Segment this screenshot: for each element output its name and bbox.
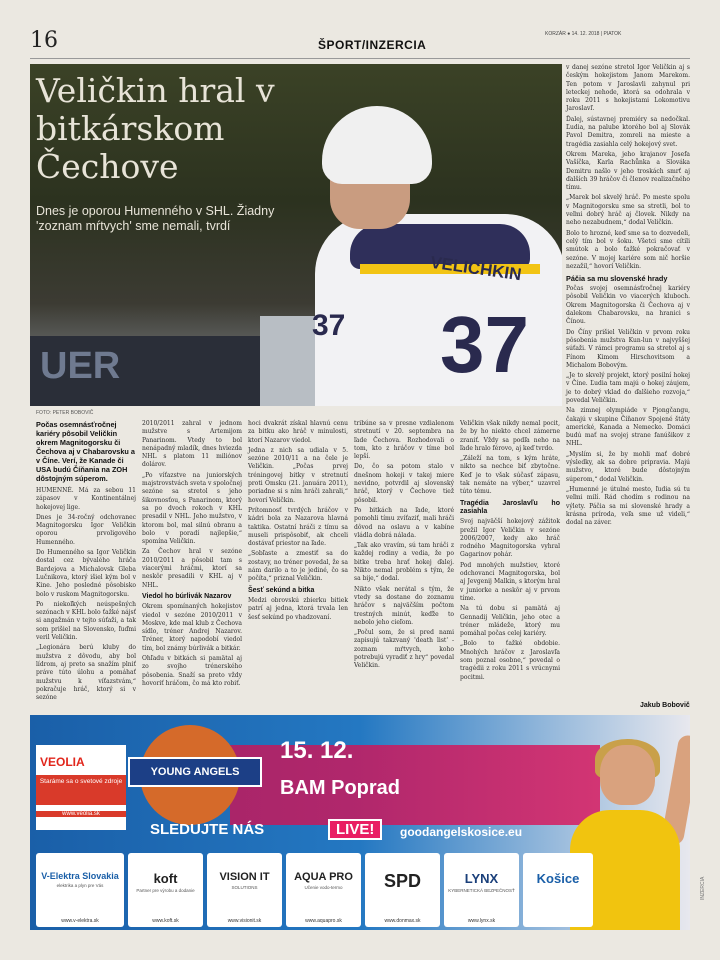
paragraph: Nikto však nerátal s tým, že vtedy sa dostane do zoznamu hráčov s najväčším počtom trestných minút, keďže to nebolo jeho cieľom. [354, 585, 454, 626]
paragraph: hoci dvakrát získal hlavnú cenu za bitku ako hráč v minulosti, ktorí Nazarov viedol. [248, 420, 348, 444]
jersey-number-back: 37 [440, 300, 529, 389]
paragraph: Prítomnosť tvrdých hráčov v kádri bola za Nazarova hlavná taktika. Ostatní hráči z tímu sa museli prispôsobiť, ak chceli dostávať priestor na ľade. [248, 506, 348, 548]
sponsor-logo: V-Elektra Slovakia elektrika a plyn pre Vás www.v-elektra.sk [36, 853, 124, 927]
paragraph: Po niekoľkých neúspešných sezónach v KHL bolo ťažké nájsť si angažmán v tejto súťaži, a tak som prišiel na Slovensko, ľuďmi veril Veličkin. [36, 600, 136, 642]
advertisement [30, 715, 690, 930]
paragraph: „Záleží na tom, s kým hráte, nikto sa nechce biť zbytočne. Keď je to však súčasť zápasu, tak nemáte na výber,“ uzavrel túto tému. [460, 455, 560, 496]
article-column-right [566, 64, 690, 529]
paragraph: Okrem spomínaných hokejistov viedol v sezóne 2010/2011 v Moskve, kde mal klub z Čechova sídlo, tréner Andrej Nazarov. Tréner, ktorý napodobí viedol tím, bol známy búrlivák a bitkár. [142, 603, 242, 652]
sponsor-logo: AQUA PRO Učenie vodo-termo www.aquapro.sk [286, 853, 361, 927]
paragraph: Do Číny prišiel Veličkin v prvom roku pôsobenia mužstva Kun-lun v najvyššej súťaži. V rámci programu sa stretol aj s Fínom Kimom Hirschovitsom a Michalom Bobovým. [566, 328, 690, 369]
paragraph: „Po víťazstve na juniorských majstrovstvách sveta v spoločnej sezóne sa stretol s jeho šikovnosťou, s Panarinom, ktorý sa po dvoch rokoch v KHL presadil v NHL. Jeho mužstvo, v ktorom bol, mal silnú obranu a bolo v poradí najlepšie,“ spomína Veličkin. [142, 471, 242, 546]
subheading: Páčia sa mu slovenské hrady [566, 274, 668, 284]
paragraph: Ohľadu v bitkách si pamätal aj zo svojho trénerského pôsobenia. Snaží sa preto vždy hovoriť hráčom, čo má kto robiť. [142, 655, 242, 687]
article-column-4 [354, 420, 454, 673]
paragraph: Dnes je 34-ročný odchovanec Magnitogorsku Igor Veličkin oporou prvoligového Humenného. [36, 513, 136, 546]
paragraph: Jedna z nich sa udiala v 5. sezóne 2010/11 a na čele je Veličkin. „Počas prvej tréningovej bitky v stretnutí proti Omsku (21. januára 2011), poriadne si s ním hráči zahrali,“ hovorí Veličkin. [248, 446, 348, 504]
paragraph: „Tak ako vravím, sú tam hráči z každej rodiny a vedia, že po bitke treba hrať hokej ďalej. Nikto nemal problém s tým, že sa bije,“ dodal. [354, 542, 454, 583]
follow-text: SLEDUJTE NÁS [150, 821, 265, 838]
paragraph: „Sobľaste a zmestiť sa do zostavy, no tréner povedal, že sa nám darilo a to je jediné, čo sa počíta,“ priznal Veličkin. [248, 550, 348, 583]
paragraph: Na tú dobu si pamätá aj Gennadij Veličkin, jeho otec a tréner mládeže, ktorý mu pomáhal počas celej kariéry. [460, 605, 560, 638]
veolia-tagline: Staráme sa o svetové zdroje [36, 775, 126, 805]
subheading: Viedol ho búrlivák Nazarov [142, 592, 232, 600]
paragraph: Pod mnohých mužstiev, ktoré odchovanci Magnitogorska, bol aj Jevgenij Malkin, s ktorým hral v juniorke a neskôr aj v prvom tíme. [460, 561, 560, 602]
team-logo: YOUNG ANGELS [128, 757, 262, 787]
paragraph: Veličkin však nikdy nemal pocit, že by ho niekto chcel zámerne zraniť. Vždy sa podľa neho na ľade hralo férovo, aj keď tvrdo. [460, 420, 560, 452]
sponsor-logo: LYNX KYBERNETICKÁ BEZPEČNOSŤ www.lynx.sk [444, 853, 519, 927]
veolia-logo: VEOLIA [40, 755, 85, 769]
article-column-5 [460, 420, 560, 684]
subheadline: Dnes je oporou Humenného v SHL. Žiadny 'zoznam mŕtvych' sme nemali, tvrdí [36, 204, 275, 233]
header-rule [30, 58, 690, 59]
jersey-name: VELICHKIN [429, 252, 523, 285]
article-column-1 [36, 420, 136, 704]
headline: Veličkin hral v bitkárskom Čechove [36, 71, 275, 186]
paragraph: Do Humenného sa Igor Veličkin dostal cez bývalého hráča Bardejova a Michalovsk Gleba Lučnikova, ktorý išiel kým bol v Kine. Jeho posledné pôsobisko bolo v ruskom Magnitogorsku. [36, 549, 136, 598]
team-website: goodangelskosice.eu [400, 825, 523, 839]
article-column-2 [142, 420, 242, 690]
hockey-photo [30, 64, 562, 406]
photo-credit: FOTO: PETER BOBOVIČ [36, 410, 94, 416]
paragraph: HUMENNÉ. Má za sebou 11 zápasov v Kontinentálnej hokejovej lige. [36, 487, 136, 511]
subheading: Tragédia Jaroslavľu ho zasiahla [460, 499, 560, 515]
paragraph: Po bitkách na ľade, ktoré pomohli tímu zvíťaziť, mali hráči dôvod na oslavu a v kabíne vládla dobrá nálada. [354, 506, 454, 539]
section-title: ŠPORT/INZERCIA [318, 38, 427, 52]
jersey-number-sleeve: 37 [312, 309, 346, 342]
paragraph: v danej sezóne stretol Igor Veličkin aj s českým hokejistom Janom Marekom. Ten potom v Jaroslavli zahynul pri leteckej nehode, ktorá sa odohrala v roku 2011 s hokejistami Lokomotivu Jaroslavľ. [566, 64, 690, 113]
ad-board-text: UER [40, 345, 121, 387]
paragraph: „Je to skvelý projekt, ktorý posilní hokej v Číne. Ľudia tam majú o hokej záujem, je to dobrý vklad do ďalšieho rozvoja,“ povedal Veličkin. [566, 372, 690, 404]
athlete-face [600, 745, 655, 805]
paragraph: tribúne sa v presne vzdialenom stretnutí v 20. septembra na ľade Čechova. Rozhodovali o tom, kto z hráčov v tíme bol lepší. [354, 420, 454, 461]
dateline: KORZÁR ● 14. 12. 2018 | PIATOK [545, 31, 622, 37]
paragraph: Medzi obrovskú zbierku bitiek patrí aj jedna, ktorá trvala len šesť sekúnd po vhadzovaní. [248, 596, 348, 621]
page-number: 16 [30, 28, 58, 53]
paragraph: „Bolo to ťažké obdobie. Mnohých hráčov z Jaroslavľa som poznal osobne,“ povedal o tragédii z roku 2011 s vrúcnymi pocitmi. [460, 640, 560, 681]
article-column-3 [248, 420, 348, 624]
sponsor-logo: Košice [523, 853, 593, 927]
paragraph: „Počul som, že si pred nami zapisujú takzvaný 'death list' - zoznam mŕtvych, koho potrebujú vyradiť z hry“ povedal Veličkin. [354, 629, 454, 670]
paragraph: Svoj najväčší hokejový zážitok prežil Igor Veličkin v sezóne 2006/2007, kedy ako hráč rodného Magnitogorska vyhral Gagarinov pohár. [460, 518, 560, 559]
lead-paragraph: Počas osemnásťročnej kariéry pôsobil Veličkin okrem Magnitogorsku či Čechova aj v Chabarovsku a v Číne. Verí, že Kanade či USA budú Číňania na ZOH dôstojným súperom. [36, 420, 135, 483]
paragraph: „Myslím si, že by mohli mať dobré výsledky, ak sa dobre pripravia. Majú mužstvo, ktoré bude dôstojným súperom,“ dodal Veličkin. [566, 450, 690, 483]
paragraph: „Humenné je útulné mesto, ľudia sú tu veľmi milí. Rád chodím s rodinou na výlety. Páčia sa mi slovenské hrady a krásna príroda, veľa sme už videli,“ dodal na záver. [566, 485, 690, 527]
sponsor-logo: SPD www.donmax.sk [365, 853, 440, 927]
veolia-url: www.veolia.sk [36, 811, 126, 817]
paragraph: Ďalej, sústavnej premiéry sa nedočkal. Ľudia, na palube ktorého bol aj Slovák Pavol Demitra, zomreli na mieste a tragédia zasiahla celý hokejový svet. [566, 115, 690, 148]
paragraph: „Marek bol skvelý hráč. Po meste spolu v Magnitogorsku sme sa stretli, bol to veľmi dobrý hráč aj človek. Nikdy na neho nezabudnem,“ dodal Veličkin. [566, 194, 690, 227]
paragraph: Do, čo sa potom stalo v dnešnom hokeji v takej miere nevidno, potvrdil aj slovenský hráč, ktorý v Čechove tiež pôsobil. [354, 463, 454, 504]
paragraph: Okrem Mareka, jeho krajanov Josefa Vašíčka, Karla Rachůnka a Slováka Demitru našlo v jeho troskách smrť aj ďalších 39 hráčov či členov realizačného tímu. [566, 150, 690, 192]
veolia-ad [36, 745, 126, 830]
paragraph: Počas svojej osemnásťročnej kariéry pôsobil Veličkin vo viacerých kluboch. Okrem Magnitogorska či Čechova aj v dalekom Chabarovsku, na hranici s Čínou. [566, 285, 690, 326]
paragraph: 2010/2011 zahral v jednom mužstve s Artemijom Panarinom. Vtedy to bol nenápadný mladík, dnes hviezda NHL s platom 11 miliónov dolárov. [142, 420, 242, 469]
subheading: Šesť sekúnd a bitka [248, 586, 315, 594]
sponsor-logo: koft Partner pre výrobu a dodanie www.koft.sk [128, 853, 203, 927]
author-byline: Jakub Bobovič [640, 702, 690, 709]
paragraph: Za Čechov hral v sezóne 2010/2011 a pôsobil tam s viacerými hráčmi, ktorí sa neskôr presadili v KHL aj v NHL. [142, 548, 242, 589]
paragraph: Na zimnej olympiáde v Pjongčangu, čakajú v skupine Číňanov Spojené štáty americké, Kanada a Nemecko. Domáci budú mať na svojej strane fanúšikov z NHL. [566, 407, 690, 448]
paragraph: „Legionára berú kluby do mužstva z dôvodu, aby bol lídrom, aj preto sa snažím plniť práve túto úlohu a pomáhať mužstvu k víťazstvám,“ pokračuje hráč, ktorý si v sezóne [36, 644, 136, 702]
event-venue: BAM Poprad [280, 777, 400, 799]
paragraph: Bolo to hrozné, keď sme sa to dozvedeli, celý tím bol v šoku. Všetci sme cítili smútok a bolo ťažké pokračovať v sezóne. V mojej kariére som nič horšie nezažil,“ hovorí Veličkin. [566, 229, 690, 270]
sponsor-logo: VISION IT SOLUTIONS www.visionit.sk [207, 853, 282, 927]
ad-board [30, 336, 260, 406]
event-date: 15. 12. [280, 737, 354, 764]
helmet-icon [322, 106, 432, 184]
side-note: INZERCIA [700, 876, 706, 900]
sponsor-strip [30, 847, 690, 930]
live-badge: LIVE! [328, 819, 382, 840]
